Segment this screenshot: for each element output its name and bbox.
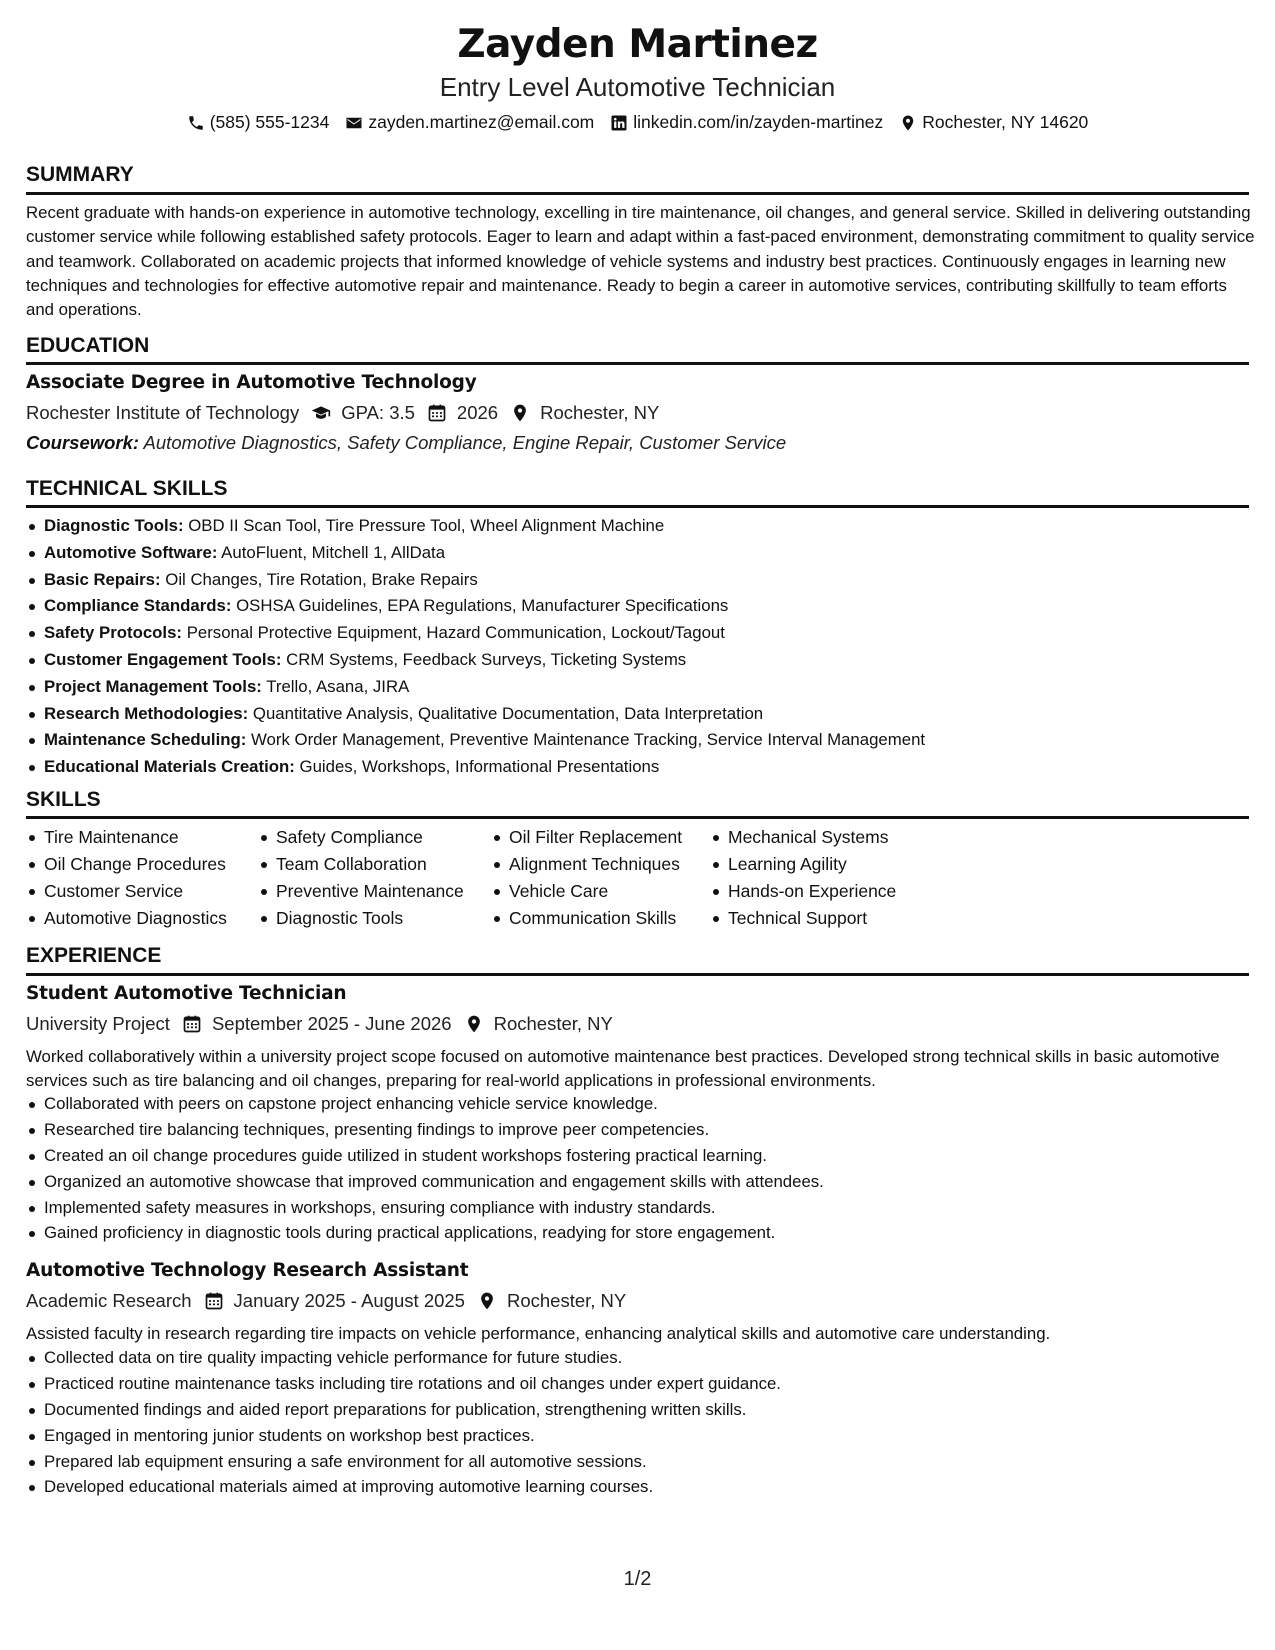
school-name: Rochester Institute of Technology [26, 402, 300, 423]
job-bullets [26, 1346, 1256, 1501]
linkedin-icon [610, 114, 628, 132]
job-bullet: Organized an automotive showcase that improved communication and engagement skills with attendees. [26, 1170, 1256, 1196]
technical-skills-list [26, 514, 1256, 782]
job-org: Academic Research [26, 1290, 192, 1311]
job-bullet: Documented findings and aided report preparations for publication, strengthening written skills. [26, 1398, 1256, 1424]
job-bullet: Researched tire balancing techniques, presenting findings to improve peer competencies. [26, 1118, 1256, 1144]
skills-heading: SKILLS [26, 788, 101, 811]
contact-email[interactable] [345, 112, 594, 133]
graduation-year: 2026 [456, 402, 499, 423]
skill-item: Safety Compliance [258, 825, 464, 852]
technical-skill-item: Automotive Software: AutoFluent, Mitchell 1, AllData [26, 541, 1256, 568]
job-bullet: Engaged in mentoring junior students on workshop best practices. [26, 1424, 1256, 1450]
job-title: Automotive Technology Research Assistant [26, 1260, 469, 1281]
contact-phone[interactable] [187, 112, 330, 133]
skill-item: Tire Maintenance [26, 825, 227, 852]
map-pin-icon [464, 1014, 484, 1034]
job-bullet: Practiced routine maintenance tasks including tire rotations and oil changes under expert guidance. [26, 1372, 1256, 1398]
skill-item: Preventive Maintenance [258, 879, 464, 906]
gpa-text: GPA: 3.5 [341, 402, 415, 423]
skill-item: Mechanical Systems [710, 825, 896, 852]
summary-divider [26, 192, 1249, 195]
technical-skill-item: Safety Protocols: Personal Protective Equipment, Hazard Communication, Lockout/Tagout [26, 621, 1256, 648]
technical-skill-item: Project Management Tools: Trello, Asana, JIRA [26, 675, 1256, 702]
skills-column-1 [26, 825, 227, 933]
skill-item: Hands-on Experience [710, 879, 896, 906]
phone-text: (585) 555-1234 [209, 112, 330, 132]
technical-skill-item: Diagnostic Tools: OBD II Scan Tool, Tire Pressure Tool, Wheel Alignment Machine [26, 514, 1256, 541]
skills-divider [26, 816, 1249, 819]
skills-column-2 [258, 825, 464, 933]
skill-item: Oil Filter Replacement [491, 825, 682, 852]
page-number: 1/2 [623, 1568, 652, 1590]
job-bullet: Implemented safety measures in workshops, ensuring compliance with industry standards. [26, 1196, 1256, 1222]
technical-skill-item: Compliance Standards: OSHSA Guidelines, EPA Regulations, Manufacturer Specifications [26, 594, 1256, 621]
calendar-icon [427, 403, 447, 423]
envelope-icon [345, 114, 363, 132]
candidate-name: Zayden Martinez [457, 22, 818, 67]
map-pin-icon [477, 1291, 497, 1311]
calendar-icon [204, 1291, 224, 1311]
job-bullets [26, 1092, 1256, 1247]
skill-item: Oil Change Procedures [26, 852, 227, 879]
email-text: zayden.martinez@email.com [368, 112, 595, 132]
map-pin-icon [899, 114, 917, 132]
contact-linkedin[interactable] [610, 112, 883, 133]
skill-item: Technical Support [710, 906, 896, 933]
job-meta [26, 1013, 613, 1035]
education-location: Rochester, NY [540, 402, 660, 423]
education-divider [26, 362, 1249, 365]
skill-item: Learning Agility [710, 852, 896, 879]
calendar-icon [182, 1014, 202, 1034]
phone-icon [187, 114, 205, 132]
contact-location [899, 112, 1088, 133]
coursework-label: Coursework: [26, 432, 140, 453]
skill-item: Vehicle Care [491, 879, 682, 906]
job-description: Assisted faculty in research regarding tire impacts on vehicle performance, enhancing analytical skills and automotive care understanding. [26, 1324, 1051, 1343]
skill-item: Diagnostic Tools [258, 906, 464, 933]
job-dates: January 2025 - August 2025 [233, 1290, 465, 1311]
technical-skills-divider [26, 505, 1249, 508]
job-description: Worked collaboratively within a university project scope focused on automotive maintenance best practices. Developed strong technical skills in basic automotive services such as tire balancing and oil changes, preparing for real-world applications in professional environments. [26, 1047, 1220, 1091]
job-location: Rochester, NY [493, 1013, 613, 1034]
degree-title: Associate Degree in Automotive Technology [26, 372, 477, 393]
technical-skill-item: Basic Repairs: Oil Changes, Tire Rotation, Brake Repairs [26, 568, 1256, 595]
job-bullet: Created an oil change procedures guide utilized in student workshops fostering practical learning. [26, 1144, 1256, 1170]
job-location: Rochester, NY [506, 1290, 627, 1311]
technical-skill-item: Customer Engagement Tools: CRM Systems, Feedback Surveys, Ticketing Systems [26, 648, 1256, 675]
coursework-line [26, 432, 786, 454]
job-bullet: Gained proficiency in diagnostic tools during practical applications, readying for store engagement. [26, 1221, 1256, 1247]
location-text: Rochester, NY 14620 [922, 112, 1089, 132]
job-bullet: Prepared lab equipment ensuring a safe environment for all automotive sessions. [26, 1450, 1256, 1476]
job-bullet: Developed educational materials aimed at improving automotive learning courses. [26, 1475, 1256, 1501]
job-bullet: Collected data on tire quality impacting vehicle performance for future studies. [26, 1346, 1256, 1372]
candidate-title: Entry Level Automotive Technician [439, 72, 836, 102]
skills-column-3 [491, 825, 682, 933]
technical-skills-heading: TECHNICAL SKILLS [26, 477, 228, 500]
job-dates: September 2025 - June 2026 [211, 1013, 452, 1034]
summary-heading: SUMMARY [26, 163, 134, 186]
experience-divider [26, 973, 1249, 976]
summary-text: Recent graduate with hands-on experience in automotive technology, excelling in tire maintenance, oil changes, and general service. Skilled in delivering outstanding customer service while following established safety protocols. Eager to learn and adapt within a fast-paced environment, demonstrating commitment to quality service and teamwork. Collaborated on academic projects that informed knowledge of vehicle systems and industry best practices. Continuously engages in learning new techniques and technologies for effective automotive repair and maintenance. Ready to begin a career in automotive services, contributing skillfully to team efforts and operations. [26, 203, 1255, 320]
skill-item: Communication Skills [491, 906, 682, 933]
skill-item: Customer Service [26, 879, 227, 906]
contact-bar [0, 112, 1275, 133]
technical-skill-item: Educational Materials Creation: Guides, Workshops, Informational Presentations [26, 755, 1256, 782]
technical-skill-item: Research Methodologies: Quantitative Analysis, Qualitative Documentation, Data Interpretation [26, 702, 1256, 729]
skills-column-4 [710, 825, 896, 933]
job-meta [26, 1290, 626, 1312]
job-title: Student Automotive Technician [26, 983, 347, 1004]
map-pin-icon [510, 403, 530, 423]
coursework-list: Automotive Diagnostics, Safety Compliance, Engine Repair, Customer Service [143, 432, 787, 453]
job-org: University Project [26, 1013, 170, 1034]
technical-skill-item: Maintenance Scheduling: Work Order Management, Preventive Maintenance Tracking, Service Interval Management [26, 728, 1256, 755]
experience-heading: EXPERIENCE [26, 944, 162, 967]
job-bullet: Collaborated with peers on capstone project enhancing vehicle service knowledge. [26, 1092, 1256, 1118]
skill-item: Alignment Techniques [491, 852, 682, 879]
education-meta [26, 402, 659, 424]
skill-item: Automotive Diagnostics [26, 906, 227, 933]
linkedin-text: linkedin.com/in/zayden-martinez [633, 112, 884, 132]
education-heading: EDUCATION [26, 334, 150, 357]
skill-item: Team Collaboration [258, 852, 464, 879]
graduation-cap-icon [311, 403, 331, 423]
